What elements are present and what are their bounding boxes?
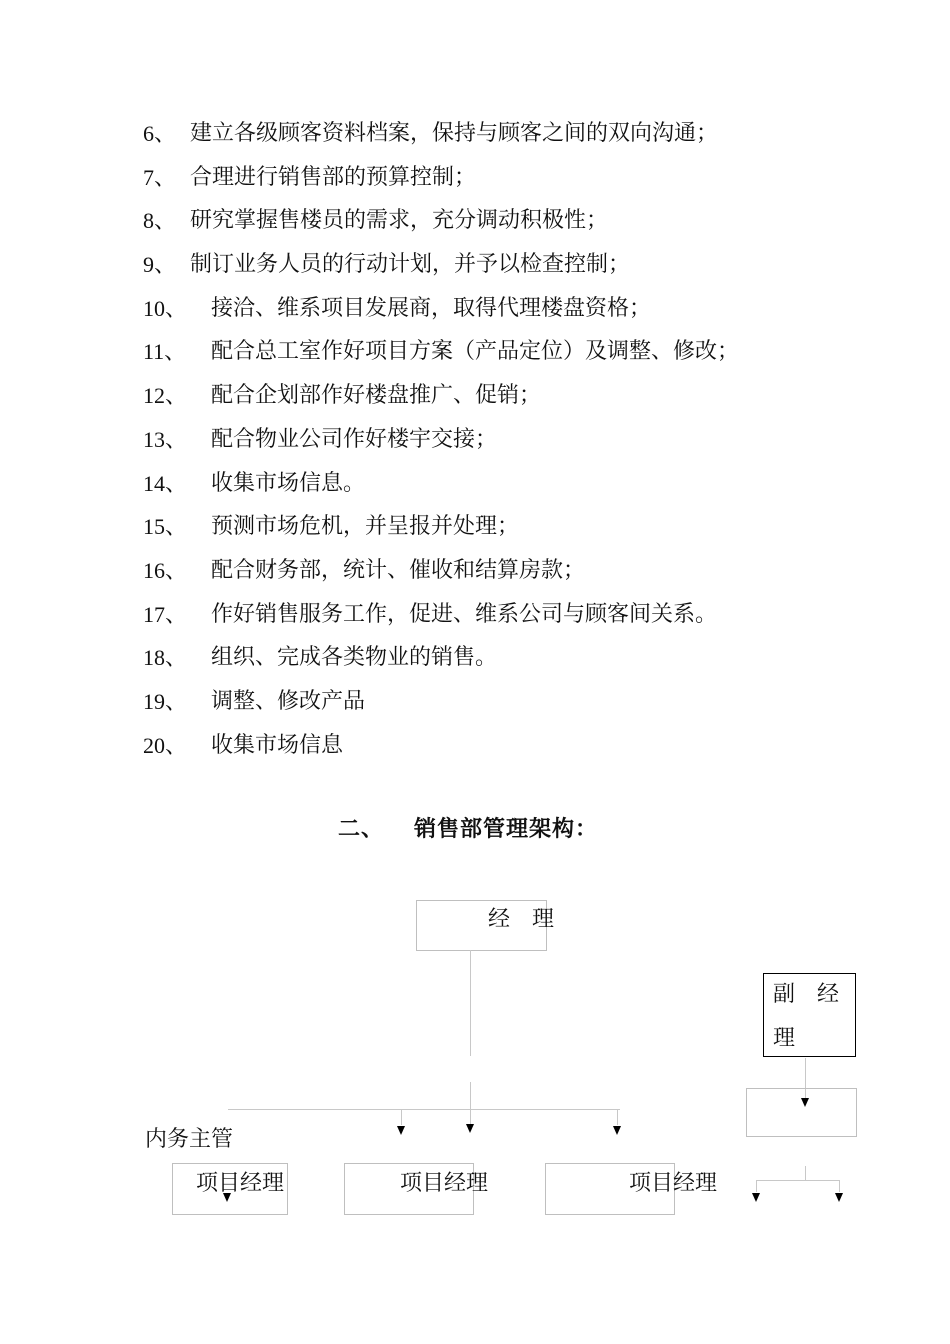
arrow-down-icon xyxy=(397,1126,405,1135)
list-item xyxy=(143,199,739,243)
list-item xyxy=(143,724,739,768)
arrow-down-icon xyxy=(613,1126,621,1135)
item-text: 收集市场信息 xyxy=(211,732,344,758)
item-text: 作好销售服务工作，促进、维系公司与顾客间关系。 xyxy=(211,601,718,627)
item-number: 13、 xyxy=(143,426,188,452)
item-text: 研究掌握售楼员的需求，充分调动积极性； xyxy=(190,208,609,234)
item-number: 7、 xyxy=(143,164,177,190)
manager-connector xyxy=(470,950,471,1056)
list-item xyxy=(143,680,739,724)
list-item xyxy=(143,636,739,680)
branch-line xyxy=(401,1109,402,1125)
branch-line xyxy=(617,1109,618,1125)
list-item xyxy=(143,505,739,549)
list-item xyxy=(143,112,739,156)
arrow-down-icon xyxy=(752,1193,760,1202)
arrow-down-icon xyxy=(835,1193,843,1202)
item-number: 16、 xyxy=(143,557,188,583)
deputy-branch-line xyxy=(839,1180,840,1192)
branch-line xyxy=(470,1082,471,1124)
project-manager-label-1: 项目经理 xyxy=(196,1171,285,1196)
item-text: 配合财务部，统计、催收和结算房款； xyxy=(211,557,586,583)
item-number: 12、 xyxy=(143,383,188,409)
section-title: 销售部管理架构： xyxy=(414,817,599,842)
branch-line xyxy=(228,1109,620,1110)
item-text: 合理进行销售部的预算控制； xyxy=(190,164,477,190)
item-number: 19、 xyxy=(143,688,188,714)
item-text: 收集市场信息。 xyxy=(211,470,366,496)
arrow-down-icon xyxy=(801,1098,809,1107)
item-text: 接洽、维系项目发展商，取得代理楼盘资格； xyxy=(211,295,652,321)
arrow-down-icon xyxy=(223,1193,231,1202)
item-text: 建立各级顾客资料档案，保持与顾客之间的双向沟通； xyxy=(190,121,719,146)
list-item xyxy=(143,287,739,331)
item-number: 10、 xyxy=(143,295,188,321)
item-number: 17、 xyxy=(143,601,188,627)
item-text: 配合物业公司作好楼宇交接； xyxy=(211,426,498,452)
section-number: 二、 xyxy=(338,817,385,842)
list-item xyxy=(143,418,739,462)
list-item xyxy=(143,243,739,287)
project-manager-label-3: 项目经理 xyxy=(629,1171,718,1196)
list-item xyxy=(143,549,739,593)
item-text: 制订业务人员的行动计划，并予以检查控制； xyxy=(190,252,631,278)
section-heading xyxy=(338,812,598,843)
deputy-manager-label-line1: 副 经 xyxy=(773,982,840,1007)
deputy-branch-line xyxy=(756,1180,840,1181)
list-item xyxy=(143,330,739,374)
item-number: 14、 xyxy=(143,470,188,496)
item-text: 配合企划部作好楼盘推广、促销； xyxy=(211,383,542,409)
item-number: 9、 xyxy=(143,252,177,278)
item-number: 6、 xyxy=(143,121,177,146)
item-number: 11、 xyxy=(143,339,187,365)
project-manager-label-2: 项目经理 xyxy=(400,1171,489,1196)
list-item xyxy=(143,156,739,200)
duty-list xyxy=(143,112,739,767)
item-text: 预测市场危机，并呈报并处理； xyxy=(211,514,520,540)
deputy-manager-label-line2: 理 xyxy=(773,1026,796,1051)
list-item xyxy=(143,374,739,418)
deputy-branch-line xyxy=(805,1166,806,1180)
arrow-down-icon xyxy=(466,1124,474,1133)
manager-label: 经 理 xyxy=(488,907,555,932)
internal-supervisor-label: 内务主管 xyxy=(145,1127,234,1152)
item-number: 8、 xyxy=(143,208,177,234)
item-text: 组织、完成各类物业的销售。 xyxy=(211,645,498,671)
item-text: 配合总工室作好项目方案（产品定位）及调整、修改； xyxy=(211,339,740,365)
item-number: 18、 xyxy=(143,645,188,671)
item-number: 20、 xyxy=(143,732,188,758)
deputy-branch-line xyxy=(756,1180,757,1192)
list-item xyxy=(143,593,739,637)
deputy-sub-box xyxy=(746,1088,857,1137)
list-item xyxy=(143,462,739,506)
item-text: 调整、修改产品 xyxy=(211,688,366,714)
item-number: 15、 xyxy=(143,514,188,540)
